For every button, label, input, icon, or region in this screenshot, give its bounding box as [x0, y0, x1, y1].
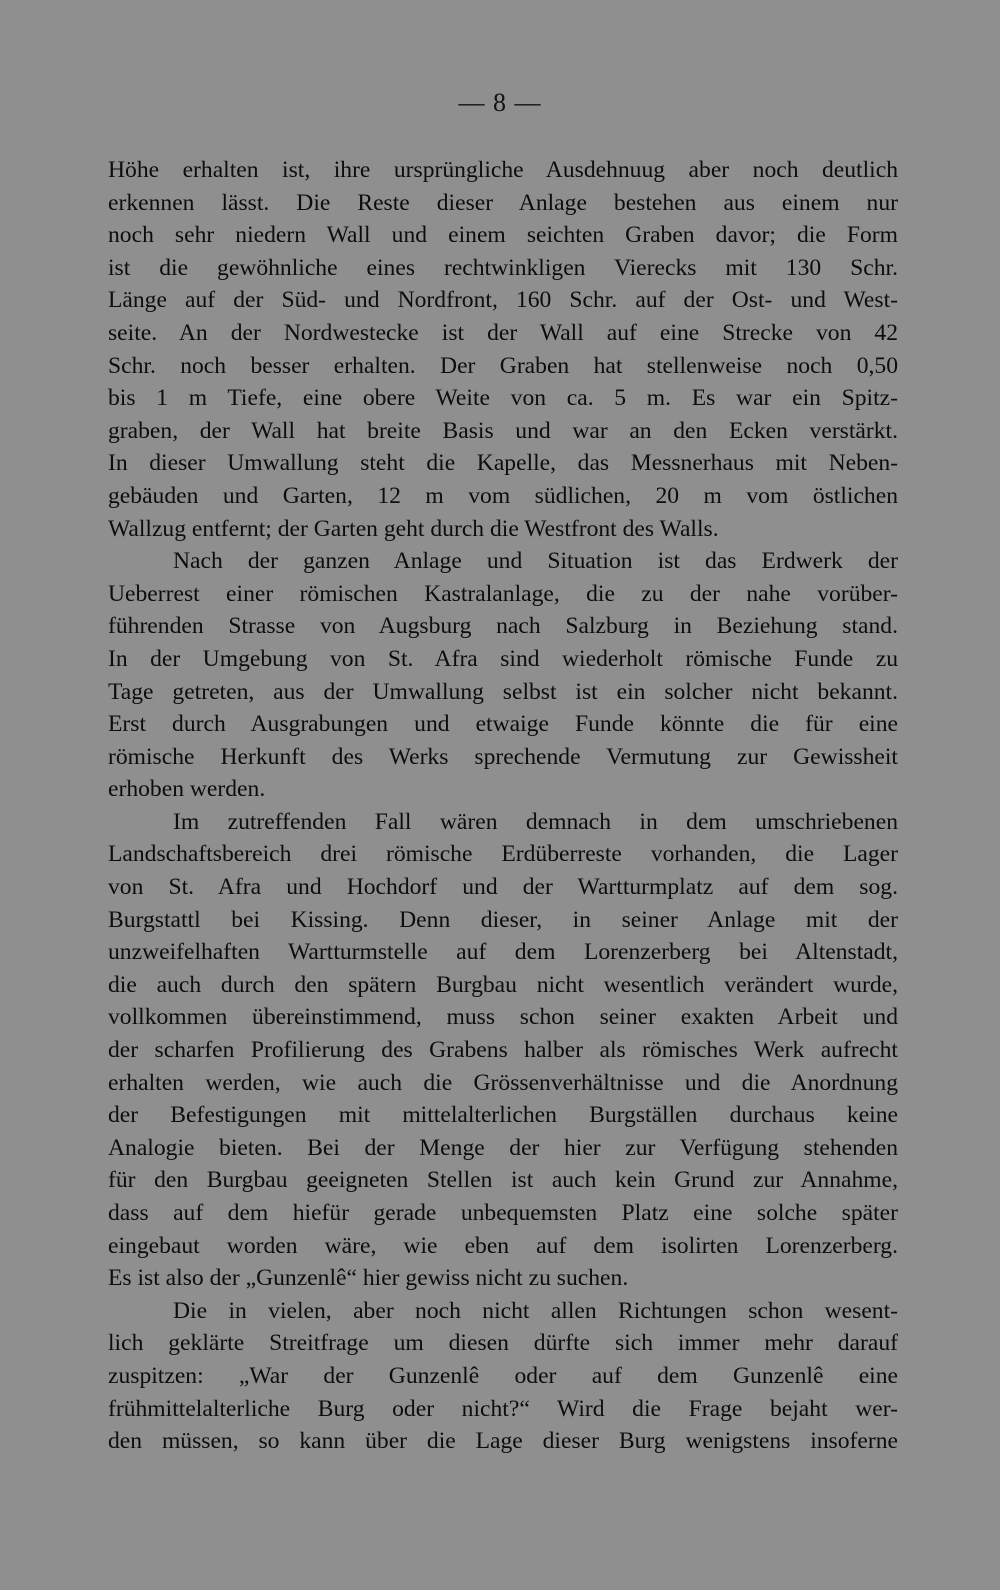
text-line: Analogie bieten. Bei der Menge der hier zur Verfügung stehenden	[108, 1134, 898, 1161]
body-text	[108, 154, 898, 1458]
text-line: für den Burgbau geeigneten Stellen ist auch kein Grund zur Annahme,	[108, 1167, 898, 1194]
text-line: Tage getreten, aus der Umwallung selbst ist ein solcher nicht bekannt.	[108, 678, 898, 705]
text-line: Ueberrest einer römischen Kastralanlage, die zu der nahe vorüber-	[108, 580, 898, 607]
text-line: lich geklärte Streitfrage um diesen dürfte sich immer mehr darauf	[108, 1330, 898, 1357]
page-number: — 8 —	[458, 88, 542, 117]
text-line: die auch durch den spätern Burgbau nicht wesentlich verändert wurde,	[108, 971, 898, 998]
text-line: der Befestigungen mit mittelalterlichen Burgställen durchaus keine	[108, 1102, 898, 1129]
text-line: Landschaftsbereich drei römische Erdüberreste vorhanden, die Lager	[108, 841, 898, 868]
text-line: In dieser Umwallung steht die Kapelle, das Messnerhaus mit Neben-	[108, 450, 898, 477]
text-line: Im zutreffenden Fall wären demnach in dem umschriebenen	[173, 808, 898, 835]
text-line: der scharfen Profilierung des Grabens halber als römisches Werk aufrecht	[108, 1037, 898, 1064]
text-line: unzweifelhaften Wartturmstelle auf dem Lorenzerberg bei Altenstadt,	[108, 939, 898, 966]
text-line: erhoben werden.	[108, 776, 266, 803]
text-line: dass auf dem hiefür gerade unbequemsten Platz eine solche später	[108, 1200, 898, 1226]
text-line: ist die gewöhnliche eines rechtwinkligen Vierecks mit 130 Schr.	[108, 254, 898, 281]
text-line: römische Herkunft des Werks sprechende Vermutung zur Gewissheit	[108, 743, 898, 770]
text-line: Es ist also der „Gunzenlê“ hier gewiss nicht zu suchen.	[108, 1265, 629, 1292]
text-line: Nach der ganzen Anlage und Situation ist das Erdwerk der	[173, 548, 898, 575]
text-line: In der Umgebung von St. Afra sind wiederholt römische Funde zu	[108, 645, 898, 672]
text-line: zuspitzen: „War der Gunzenlê oder auf dem Gunzenlê eine	[108, 1362, 898, 1389]
text-line: Höhe erhalten ist, ihre ursprüngliche Ausdehnuug aber noch deutlich	[108, 157, 898, 183]
text-line: den müssen, so kann über die Lage dieser Burg wenigstens insoferne	[108, 1428, 898, 1455]
text-line: graben, der Wall hat breite Basis und war an den Ecken verstärkt.	[108, 417, 898, 444]
text-line: erkennen lässt. Die Reste dieser Anlage bestehen aus einem nur	[108, 189, 898, 216]
text-line: noch sehr niedern Wall und einem seichten Graben davor; die Form	[108, 222, 898, 249]
text-line: bis 1 m Tiefe, eine obere Weite von ca. 5 m. Es war ein Spitz-	[108, 385, 898, 412]
text-line: vollkommen übereinstimmend, muss schon seiner exakten Arbeit und	[108, 1004, 898, 1031]
text-line: erhalten werden, wie auch die Grössenverhältnisse und die Anordnung	[108, 1069, 898, 1096]
text-line: Wallzug entfernt; der Garten geht durch die Westfront des Walls.	[108, 515, 719, 542]
text-line: Die in vielen, aber noch nicht allen Richtungen schon wesent-	[173, 1297, 898, 1324]
text-line: eingebaut worden wäre, wie eben auf dem isolirten Lorenzerberg.	[108, 1232, 898, 1259]
text-line: von St. Afra und Hochdorf und der Wartturmplatz auf dem sog.	[108, 874, 898, 901]
text-line: führenden Strasse von Augsburg nach Salzburg in Beziehung stand.	[108, 613, 898, 640]
text-line: gebäuden und Garten, 12 m vom südlichen, 20 m vom östlichen	[108, 482, 898, 509]
text-line: frühmittelalterliche Burg oder nicht?“ Wird die Frage bejaht wer-	[108, 1395, 898, 1422]
text-line: Länge auf der Süd- und Nordfront, 160 Schr. auf der Ost- und West-	[108, 287, 898, 314]
text-line: Schr. noch besser erhalten. Der Graben hat stellenweise noch 0,50	[108, 352, 898, 379]
text-line: seite. An der Nordwestecke ist der Wall auf eine Strecke von 42	[108, 319, 898, 346]
text-line: Burgstattl bei Kissing. Denn dieser, in seiner Anlage mit der	[108, 906, 898, 933]
text-line: Erst durch Ausgrabungen und etwaige Funde könnte die für eine	[108, 711, 898, 738]
